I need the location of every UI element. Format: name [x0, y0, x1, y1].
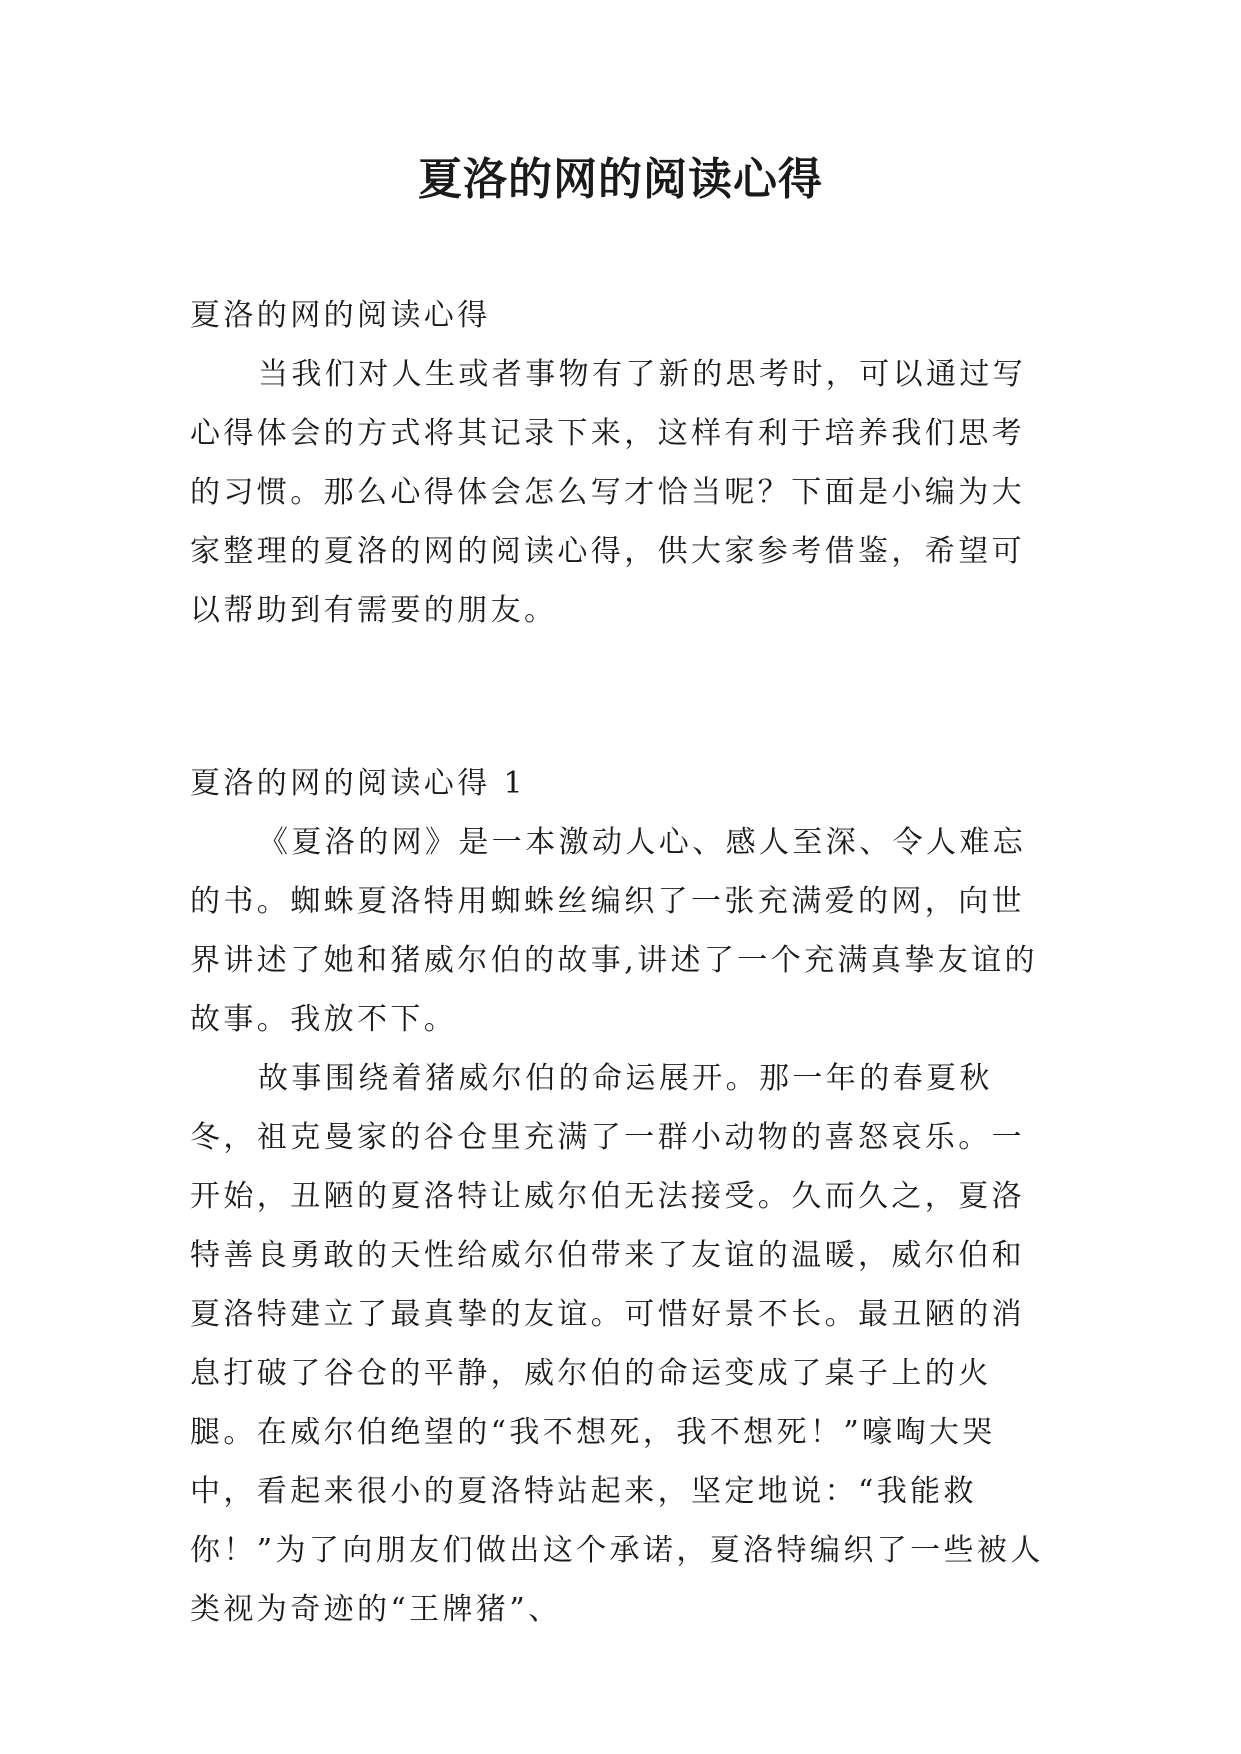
document-title: 夏洛的网的阅读心得: [418, 154, 823, 205]
section-paragraph: 故事围绕着猪威尔伯的命运展开。那一年的春夏秋冬，祖克曼家的谷仓里充满了一群小动物的喜怒哀乐。一开始，丑陋的夏洛特让威尔伯无法接受。久而久之，夏洛特善良勇敢的天性给威尔伯带来了友谊的温暖，威尔伯和夏洛特建立了最真挚的友谊。可惜好景不长。最丑陋的消息打破了谷仓的平静，威尔伯的命运变成了桌子上的火腿。在威尔伯绝望的“我不想死，我不想死！”嚎啕大哭中，看起来很小的夏洛特站起来，坚定地说：“我能救你！”为了向朋友们做出这个承诺，夏洛特编织了一些被人类视为奇迹的“王牌猪”、: [190, 1061, 1044, 1627]
section-heading: 夏洛的网的阅读心得 1: [190, 766, 527, 801]
intro-paragraph: 当我们对人生或者事物有了新的思考时，可以通过写心得体会的方式将其记录下来，这样有利于培养我们思考的习惯。那么心得体会怎么写才恰当呢？下面是小编为大家整理的夏洛的网的阅读心得，供大家参考借鉴，希望可以帮助到有需要的朋友。: [190, 357, 1027, 628]
intro-heading: 夏洛的网的阅读心得: [190, 298, 491, 333]
section-paragraph: 《夏洛的网》是一本激动人心、感人至深、令人难忘的书。蜘蛛夏洛特用蜘蛛丝编织了一张充满爱的网，向世界讲述了她和猪威尔伯的故事,讲述了一个充满真挚友谊的故事。我放不下。: [190, 825, 1038, 1037]
